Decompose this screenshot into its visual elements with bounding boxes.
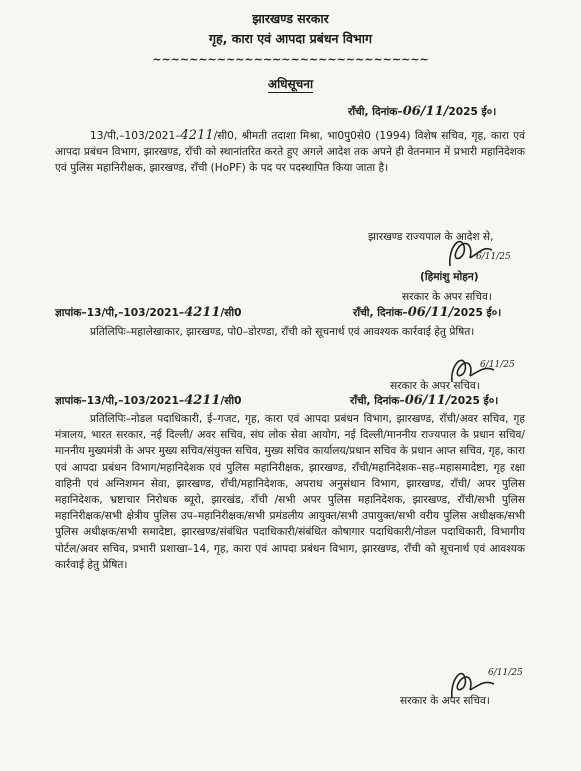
signature-3-date: 6/11/25 <box>488 668 523 678</box>
department-name: गृह, कारा एवं आपदा प्रबंधन विभाग <box>208 31 373 46</box>
header-divider: ~~~~~~~~~~~~~~~~~~~~~~~~~~~~~~ <box>152 53 429 66</box>
copy2-designation: सरकार के अपर सचिव। <box>400 695 490 707</box>
copy1-ref: ज्ञापांक–13/पी,–103/2021–4211/सी0 <box>55 305 242 320</box>
copy2-body: प्रतिलिपिः–नोडल पदाधिकारी, ई–गजट, गृह, कारा एवं आपदा प्रबंधन विभाग, झारखण्ड, राँची/अवर सचिव, गृह मंत्रालय, भारत सरकार, नई दिल्ली/ अवर सचिव, संघ लोक सेवा आयोग, नई दिल्ली/माननीय राज्यपाल के प्रधान सचिव/माननीय मुख्यमंत्री के अपर मुख्य सचिव/संयुक्त सचिव, मुख्य सचिव कार्यालय/प्रधान सचिव के प्रधान आप्त सचिव, गृह, कारा एवं आपदा प्रबंधन विभाग/महानिदेशक एवं पुलिस महानिरीक्षक, झारखण्ड, राँची/महानिदेशक–सह–महासमादेष्टा, गृह रक्षा वाहिनी एवं अग्निशमन सेवा, झारखण्ड, राँची/महानिदेशक, अपराध अनुसंधान विभाग, झारखण्ड, राँची/ अपर पुलिस महानिदेशक, भ्रष्टाचार निरोधक ब्यूरो, झारखंड, राँची /सभी अपर पुलिस महानिदेशक, झारखण्ड, राँची/सभी पुलिस महानिरीक्षक/सभी क्षेत्रीय पुलिस उप–महानिरीक्षक/सभी प्रमंडलीय आयुक्त/सभी उपायुक्त/सभी वरीय पुलिस अधीक्षक/सभी पुलिस अधीक्षक/सभी समादेष्टा, झारखण्ड/संबंधित पदाधिकारी/संबंधित कोषागार पदाधिकारी/नोडल पदाधिकारी, विभागीय पोर्टल/अवर सचिव, प्रभारी प्रशाखा–14, गृह, कारा एवं आपदा प्रबंधन विभाग, झारखण्ड, राँची को सूचनार्थ एवं आवश्यक कार्रवाई हेतु प्रेषित। <box>55 413 525 571</box>
ref-number-handwritten: 4211 <box>180 128 214 143</box>
govt-name: झारखण्ड सरकार <box>252 11 329 26</box>
notification-body: 13/पी,–103/2021–4211/सी0, श्रीमती तदाशा मिश्रा, भा0पु0से0 (1994) विशेष सचिव, गृह, कारा एवं आपदा प्रबंधन विभाग, झारखण्ड, राँची को स्थानांतरित करते हुए अगले आदेश तक अपने ही वेतनमान में प्रभारी महानिदेशक एवं पुलिस महानिरीक्षक, झारखण्ड, राँची (HoPF) के पद पर पदस्थापित किया जाता है। <box>55 128 525 175</box>
governor-order-line: झारखण्ड राज्यपाल के आदेश से, <box>368 231 494 243</box>
notification-title: अधिसूचना <box>267 77 314 91</box>
signatory-name: (हिमांशु मोहन) <box>420 271 479 283</box>
copy1-designation: सरकार के अपर सचिव। <box>390 380 480 392</box>
copy1-date-line: राँची, दिनांक–06/11/2025 ई०। <box>353 305 502 320</box>
signatory-designation: सरकार के अपर सचिव। <box>402 291 492 303</box>
notification-date-line: राँची, दिनांक–06/11/2025 ई०। <box>348 104 497 119</box>
copy2-ref: ज्ञापांक–13/पी,–103/2021–4211/सी0 <box>55 393 242 408</box>
copy2-date-line: राँची, दिनांक–06/11/2025 ई०। <box>350 393 499 408</box>
signature-2-date: 6/11/25 <box>480 360 515 370</box>
signature-1-date: 6/11/25 <box>476 252 511 262</box>
copy1-body: प्रतिलिपिः–महालेखाकार, झारखण्ड, पो0–डोरण्डा, राँची को सूचनार्थ एवं आवश्यक कार्रवाई हेतु प्रेषित। <box>90 326 475 338</box>
date-handwritten: 06/11/ <box>402 104 449 119</box>
